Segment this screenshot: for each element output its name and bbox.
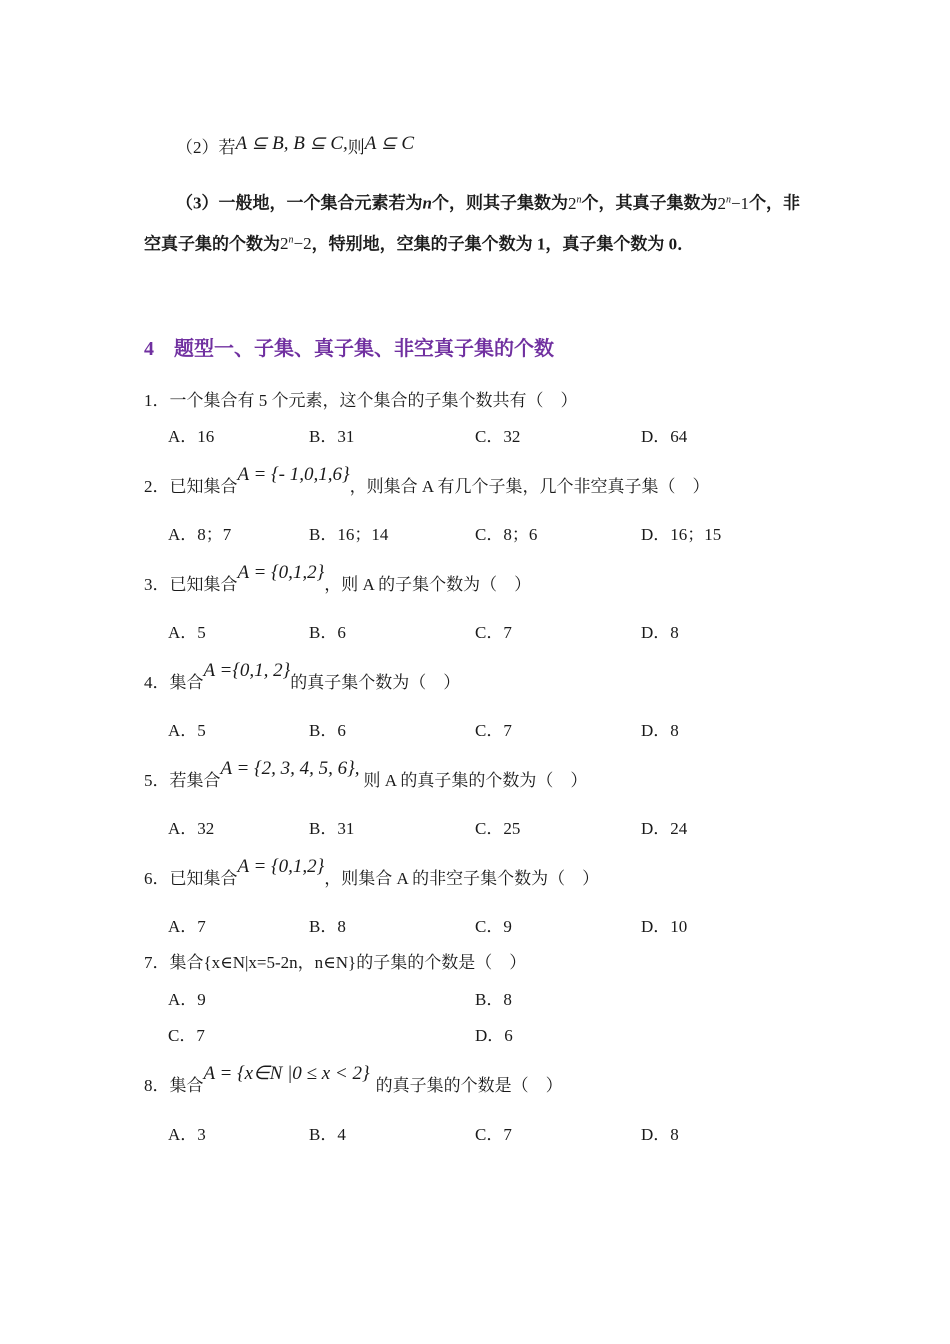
question-6-stem: [144, 852, 600, 888]
q8-option-d[interactable]: D．8: [641, 1125, 679, 1144]
q4-option-b[interactable]: B．6: [309, 721, 346, 740]
question-2-stem: [144, 460, 710, 496]
rule-3-paragraph: [144, 181, 812, 262]
q5-option-d[interactable]: D．24: [641, 819, 688, 838]
q3-option-b[interactable]: B．6: [309, 623, 346, 642]
q5-option-b[interactable]: B．31: [309, 819, 355, 838]
q2-option-c[interactable]: C．8；6: [475, 525, 538, 544]
rule-3-pow-3: $2^n-2$: [280, 234, 312, 254]
q3-option-c[interactable]: C．7: [475, 623, 512, 642]
rule-2-middle: 则: [347, 138, 365, 157]
q4-option-c[interactable]: C．7: [475, 721, 512, 740]
q4-stem-pre: 4．集合: [144, 673, 204, 692]
rule-3-n: n: [422, 193, 432, 213]
q2-option-a[interactable]: A．8；7: [168, 525, 232, 544]
q3-stem-post: ，则 A 的子集个数为（ ）: [324, 575, 532, 594]
q3-math: A = {0,1,2}: [237, 562, 325, 583]
rule-3-text-b: 个，则其子集数为: [431, 193, 568, 213]
q6-stem-pre: 6．已知集合: [144, 869, 238, 888]
q5-option-a[interactable]: A．32: [168, 819, 215, 838]
rule-2-math2: A ⊆ C: [364, 133, 415, 154]
q7-option-a[interactable]: A．9: [168, 990, 206, 1009]
q8-option-c[interactable]: C．7: [475, 1125, 512, 1144]
q5-option-c[interactable]: C．25: [475, 819, 521, 838]
q6-math: A = {0,1,2}: [237, 856, 325, 877]
rule-3-text-d: 个，非空真子集的个数为: [144, 193, 801, 254]
rule-2-math: A ⊆ B, B ⊆ C,: [235, 133, 348, 154]
q2-stem-post: ，则集合 A 有几个子集，几个非空真子集（ ）: [349, 477, 710, 496]
q7-option-d[interactable]: D．6: [475, 1026, 513, 1045]
rule-3-text-c: 个，其真子集数为: [581, 193, 718, 213]
q5-math: A = {2, 3, 4, 5, 6},: [220, 758, 360, 779]
section-title: 题型一、子集、真子集、非空真子集的个数: [174, 338, 554, 360]
q8-option-b[interactable]: B．4: [309, 1125, 346, 1144]
q2-math: A = {- 1,0,1,6}: [237, 464, 350, 485]
q8-stem-post: 的真子集的个数是（ ）: [375, 1076, 563, 1095]
q6-option-c[interactable]: C．9: [475, 917, 512, 936]
q1-option-a[interactable]: A．16: [168, 427, 215, 446]
q2-option-b[interactable]: B．16；14: [309, 525, 389, 544]
q7-option-b[interactable]: B．8: [475, 990, 512, 1009]
q1-option-d[interactable]: D．64: [641, 427, 688, 446]
question-7-stem: 7．集合{x∈N|x=5-2n，n∈N}的子集的个数是（ ）: [144, 953, 527, 972]
q1-option-c[interactable]: C．32: [475, 427, 521, 446]
rule-3-text-a: （3）一般地，一个集合元素若为: [176, 193, 423, 213]
question-8-stem: [144, 1059, 563, 1095]
q2-stem-pre: 2．已知集合: [144, 477, 238, 496]
rule-3-pow-1: 2$^n$: [567, 193, 582, 213]
q4-option-d[interactable]: D．8: [641, 721, 679, 740]
question-5-stem: [144, 754, 588, 790]
q7-option-c[interactable]: C．7: [168, 1026, 205, 1045]
rule-3-text-e: ，特别地，空集的子集个数为 1，真子集个数为 0．: [311, 234, 695, 254]
q6-option-b[interactable]: B．8: [309, 917, 346, 936]
question-4-stem: [144, 656, 461, 692]
q5-stem-pre: 5．若集合: [144, 771, 221, 790]
rule-3-pow-2: $2^n-1$: [717, 193, 750, 213]
q4-math: A ={0,1, 2}: [203, 660, 291, 681]
q1-option-b[interactable]: B．31: [309, 427, 355, 446]
section-number: 4: [144, 338, 154, 360]
q3-stem-pre: 3．已知集合: [144, 575, 238, 594]
q4-option-a[interactable]: A．5: [168, 721, 206, 740]
q8-option-a[interactable]: A．3: [168, 1125, 206, 1144]
q3-option-d[interactable]: D．8: [641, 623, 679, 642]
q6-option-a[interactable]: A．7: [168, 917, 206, 936]
q5-stem-post: 则 A 的真子集的个数为（ ）: [363, 771, 588, 790]
q3-option-a[interactable]: A．5: [168, 623, 206, 642]
question-3-stem: [144, 558, 532, 594]
q8-stem-pre: 8．集合: [144, 1076, 204, 1095]
rule-2: [176, 133, 414, 159]
q8-math: A = {x∈N |0 ≤ x < 2}: [203, 1063, 370, 1084]
q2-option-d[interactable]: D．16；15: [641, 525, 722, 544]
section-heading: [144, 332, 554, 361]
q6-stem-post: ，则集合 A 的非空子集个数为（ ）: [324, 869, 600, 888]
q6-option-d[interactable]: D．10: [641, 917, 688, 936]
rule-2-prefix: （2）若: [176, 138, 236, 157]
q4-stem-post: 的真子集个数为（ ）: [290, 673, 461, 692]
question-1-stem: 1．一个集合有 5 个元素，这个集合的子集个数共有（ ）: [144, 391, 578, 410]
